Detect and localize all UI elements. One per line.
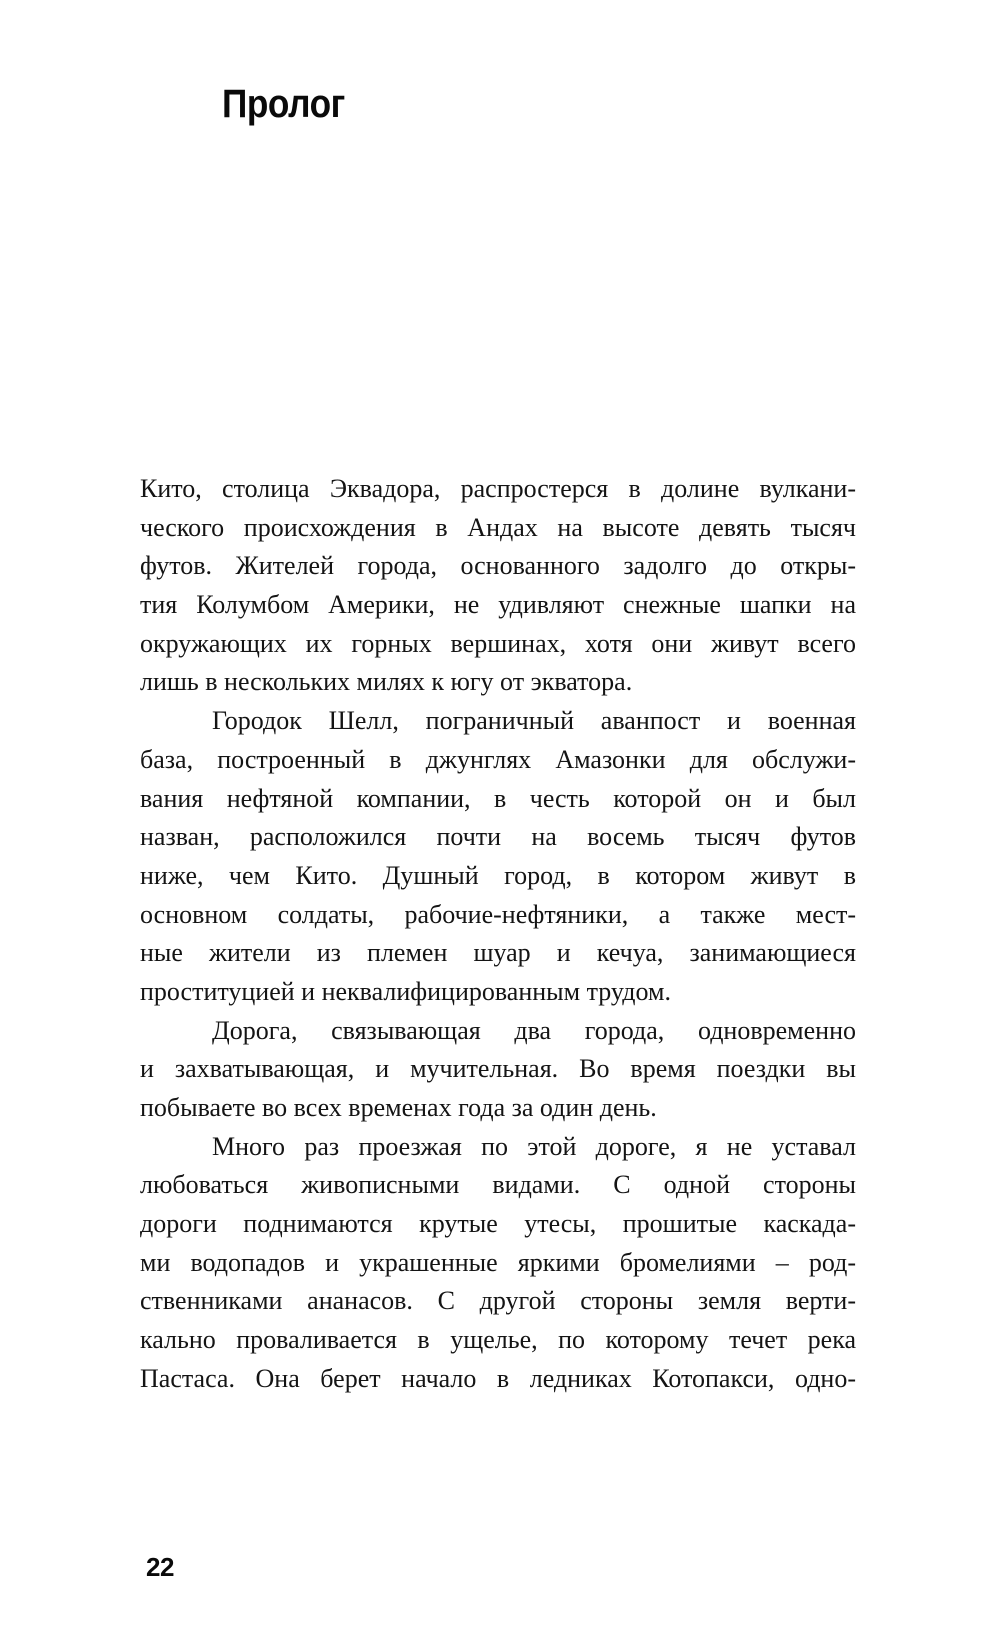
text-line: дороги поднимаются крутые утесы, прошитые каскада- (140, 1209, 856, 1239)
text-line: ми водопадов и украшенные яркими бромелиями – род- (140, 1247, 856, 1277)
text-line: лишь в нескольких милях к югу от экватора. (140, 667, 633, 697)
text-line: ческого происхождения в Андах на высоте девять тысяч (140, 512, 856, 542)
text-line: база, построенный в джунглях Амазонки для обслужи- (140, 744, 856, 774)
page-number: 22 (146, 1552, 174, 1582)
text-line: ниже, чем Кито. Душный город, в котором живут в (140, 860, 856, 890)
chapter-title: Пролог (222, 82, 345, 126)
text-line: основном солдаты, рабочие-нефтяники, а также мест- (140, 899, 856, 929)
text-line: Кито, столица Эквадора, распростерся в долине вулкани- (140, 474, 856, 503)
text-line: кально проваливается в ущелье, по которому течет река (140, 1325, 856, 1355)
text-line: тия Колумбом Америки, не удивляют снежные шапки на (140, 590, 856, 620)
text-line: ственниками ананасов. С другой стороны земля верти- (140, 1286, 856, 1316)
text-line: футов. Жителей города, основанного задолго до откры- (140, 551, 856, 581)
text-line: Пастаса. Она берет начало в ледниках Котопакси, одно- (140, 1363, 856, 1393)
text-line: окружающих их горных вершинах, хотя они живут всего (140, 628, 856, 658)
text-line: любоваться живописными видами. С одной стороны (140, 1170, 856, 1200)
text-line: ные жители из племен шуар и кечуа, занимающиеся (140, 938, 856, 968)
text-line: проституцией и неквалифицированным трудом. (140, 976, 671, 1006)
text-line: и захватывающая, и мучительная. Во время поездки вы (140, 1054, 856, 1084)
text-line: вания нефтяной компании, в честь которой он и был (140, 783, 856, 813)
text-line: побываете во всех временах года за один день. (140, 1093, 657, 1122)
text-line: Городок Шелл, пограничный аванпост и военная (212, 706, 856, 736)
text-line: Много раз проезжая по этой дороге, я не уставал (212, 1131, 856, 1161)
text-line: назван, расположился почти на восемь тысяч футов (140, 822, 856, 852)
body-text-block (140, 470, 856, 1399)
text-line: Дорога, связывающая два города, одновременно (212, 1015, 856, 1045)
